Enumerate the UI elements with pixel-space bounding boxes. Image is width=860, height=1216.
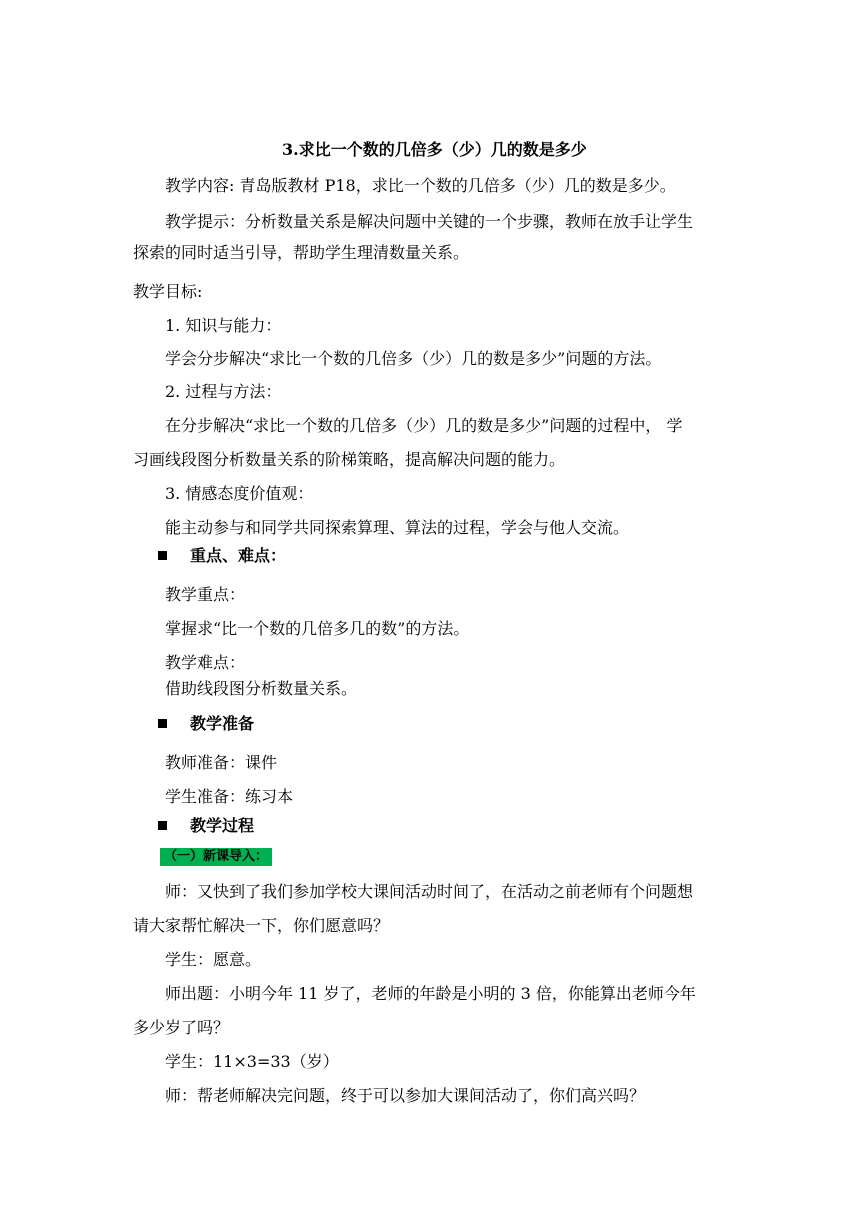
section-key-difficult <box>158 545 286 567</box>
goal-1-text: 学会分步解决“求比一个数的几倍多（少）几的数是多少”问题的方法。 <box>165 349 662 368</box>
para-1-line-1: 师：又快到了我们参加学校大课间活动时间了，在活动之前老师有个问题想 <box>165 882 694 901</box>
square-bullet-icon <box>158 551 167 560</box>
goal-3-title: 3. 情感态度价值观： <box>165 484 314 503</box>
goal-2-text-line-1: 在分步解决“求比一个数的几倍多（少）几的数是多少”问题的过程中， 学 <box>165 416 683 435</box>
section-process-label: 教学过程 <box>190 816 255 835</box>
section-preparation-label: 教学准备 <box>190 714 255 733</box>
goal-2-title: 2. 过程与方法： <box>165 382 282 401</box>
goal-2-text-line-2: 习画线段图分析数量关系的阶梯策略，提高解决问题的能力。 <box>133 450 566 469</box>
teaching-hint-line-2: 探索的同时适当引导，帮助学生理清数量关系。 <box>133 243 470 262</box>
goal-3-text: 能主动参与和同学共同探索算理、算法的过程，学会与他人交流。 <box>165 518 630 537</box>
teaching-hint-line-1: 教学提示：分析数量关系是解决问题中关键的一个步骤，教师在放手让学生 <box>165 212 694 231</box>
difficult-point-label: 教学难点： <box>165 653 246 672</box>
difficult-point-text: 借助线段图分析数量关系。 <box>165 679 358 698</box>
para-2: 学生：愿意。 <box>165 950 262 969</box>
para-3-line-2: 多少岁了吗？ <box>133 1018 230 1037</box>
para-4: 学生：11×3=33（岁） <box>165 1052 339 1071</box>
goals-label: 教学目标: <box>133 282 203 301</box>
lesson-title: 3.求比一个数的几倍多（少）几的数是多少 <box>282 140 587 159</box>
para-5: 师：帮老师解决完问题，终于可以参加大课间活动了，你们高兴吗？ <box>165 1086 646 1105</box>
square-bullet-icon <box>158 821 167 830</box>
prep-teacher: 教师准备：课件 <box>165 753 278 772</box>
new-lesson-highlight: （一）新课导入： <box>160 848 272 866</box>
para-3-line-1: 师出题：小明今年 11 岁了，老师的年龄是小明的 3 倍，你能算出老师今年 <box>165 984 696 1003</box>
key-point-text: 掌握求“比一个数的几倍多几的数”的方法。 <box>165 619 470 638</box>
goal-1-title: 1. 知识与能力： <box>165 316 282 335</box>
section-process <box>158 815 254 837</box>
section-preparation <box>158 713 254 735</box>
square-bullet-icon <box>158 719 167 728</box>
section-key-difficult-label: 重点、难点： <box>190 546 287 565</box>
teaching-content: 教学内容: 青岛版教材 P18，求比一个数的几倍多（少）几的数是多少。 <box>165 176 676 195</box>
para-1-line-2: 请大家帮忙解决一下，你们愿意吗？ <box>133 916 390 935</box>
key-point-label: 教学重点： <box>165 585 246 604</box>
prep-student: 学生准备：练习本 <box>165 787 294 806</box>
